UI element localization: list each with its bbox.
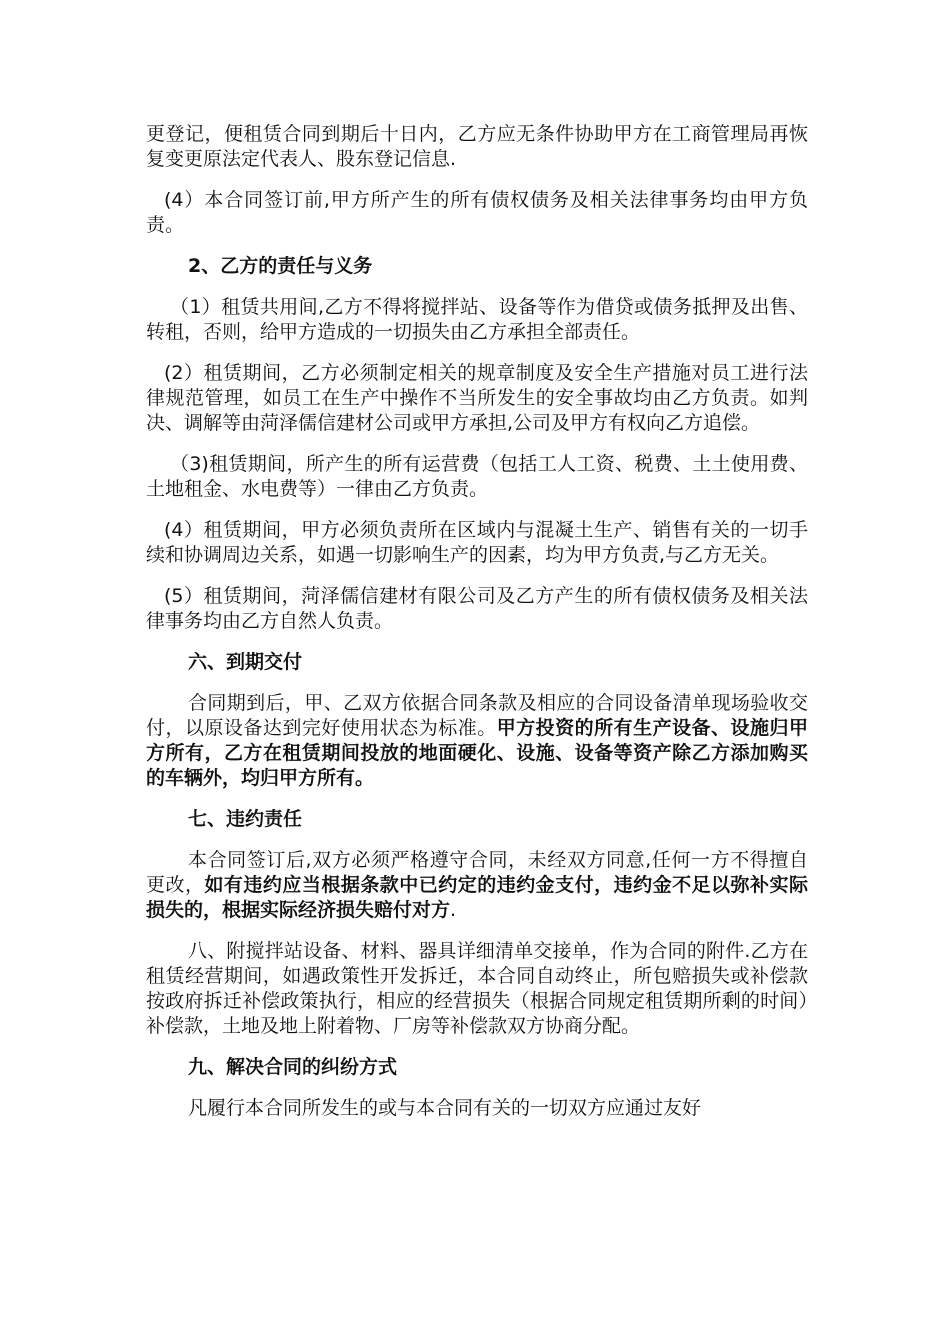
section-7-body bbox=[146, 848, 808, 923]
section-6-normal-text: 合同期到后，甲、乙双方依据合同条款及相应的合同设备清单现场验收交付，以原设备达到完好使用状态为标准。 bbox=[146, 692, 808, 739]
section-9-body: 凡履行本合同所发生的或与本合同有关的一切双方应通过友好 bbox=[188, 1097, 702, 1119]
obligation-4: (4）租赁期间，甲方必须负责所在区域内与混凝土生产、销售有关的一切手续和协调周边关系，如遇一切影响生产的因素，均为甲方负责,与乙方无关。 bbox=[146, 519, 808, 566]
heading-section-6: 六、到期交付 bbox=[188, 651, 303, 673]
section-7-end-text: . bbox=[450, 899, 457, 921]
heading-party-b-obligations: 2、乙方的责任与义务 bbox=[188, 255, 373, 277]
section-6-bold-text: 甲方投资的所有生产设备、设施归甲方所有，乙方在租赁期间投放的地面硬化、设施、设备等资产除乙方添加购买的车辆外，均归甲方所有。 bbox=[146, 717, 808, 789]
section-7-bold-text: 如有违约应当根据条款中已约定的违约金支付，违约金不足以弥补实际损失的，根据实际经济损失赔付对方 bbox=[146, 874, 808, 921]
heading-section-7: 七、违约责任 bbox=[188, 808, 303, 830]
obligation-2: (2）租赁期间，乙方必须制定相关的规章制度及安全生产措施对员工进行法律规范管理，如员工在生产中操作不当所发生的安全事故均由乙方负责。如判决、调解等由菏泽儒信建材公司或甲方承担,公司及甲方有权向乙方追偿。 bbox=[146, 362, 808, 434]
obligation-3: （3)租赁期间，所产生的所有运营费（包括工人工资、税费、土土使用费、土地租金、水电费等）一律由乙方负责。 bbox=[146, 453, 808, 500]
obligation-5: (5）租赁期间，菏泽儒信建材有限公司及乙方产生的所有债权债务及相关法律事务均由乙方自然人负责。 bbox=[146, 585, 808, 632]
section-8-body: 八、附搅拌站设备、材料、器具详细清单交接单，作为合同的附件.乙方在租赁经营期间，如遇政策性开发拆迁，本合同自动终止，所包赔损失或补偿款按政府拆迁补偿政策执行，相应的经营损失（根据合同规定租赁期所剩的时间）补偿款，土地及地上附着物、厂房等补偿款双方协商分配。 bbox=[146, 940, 808, 1037]
obligation-1: （1）租赁共用间,乙方不得将搅拌站、设备等作为借贷或债务抵押及出售、转租，否则，给甲方造成的一切损失由乙方承担全部责任。 bbox=[146, 296, 808, 343]
paragraph-registration: 更登记，便租赁合同到期后十日内，乙方应无条件协助甲方在工商管理局再恢复变更原法定代表人、股东登记信息. bbox=[146, 123, 808, 170]
section-7-normal-text: 本合同签订后,双方必须严格遵守合同，未经双方同意,任何一方不得擅自更改， bbox=[146, 849, 808, 896]
section-6-body bbox=[146, 691, 808, 791]
paragraph-clause-4: (4）本合同签订前,甲方所产生的所有债权债务及相关法律事务均由甲方负责。 bbox=[146, 189, 808, 236]
heading-section-9: 九、解决合同的纠纷方式 bbox=[188, 1056, 398, 1078]
document-page bbox=[146, 122, 808, 1137]
